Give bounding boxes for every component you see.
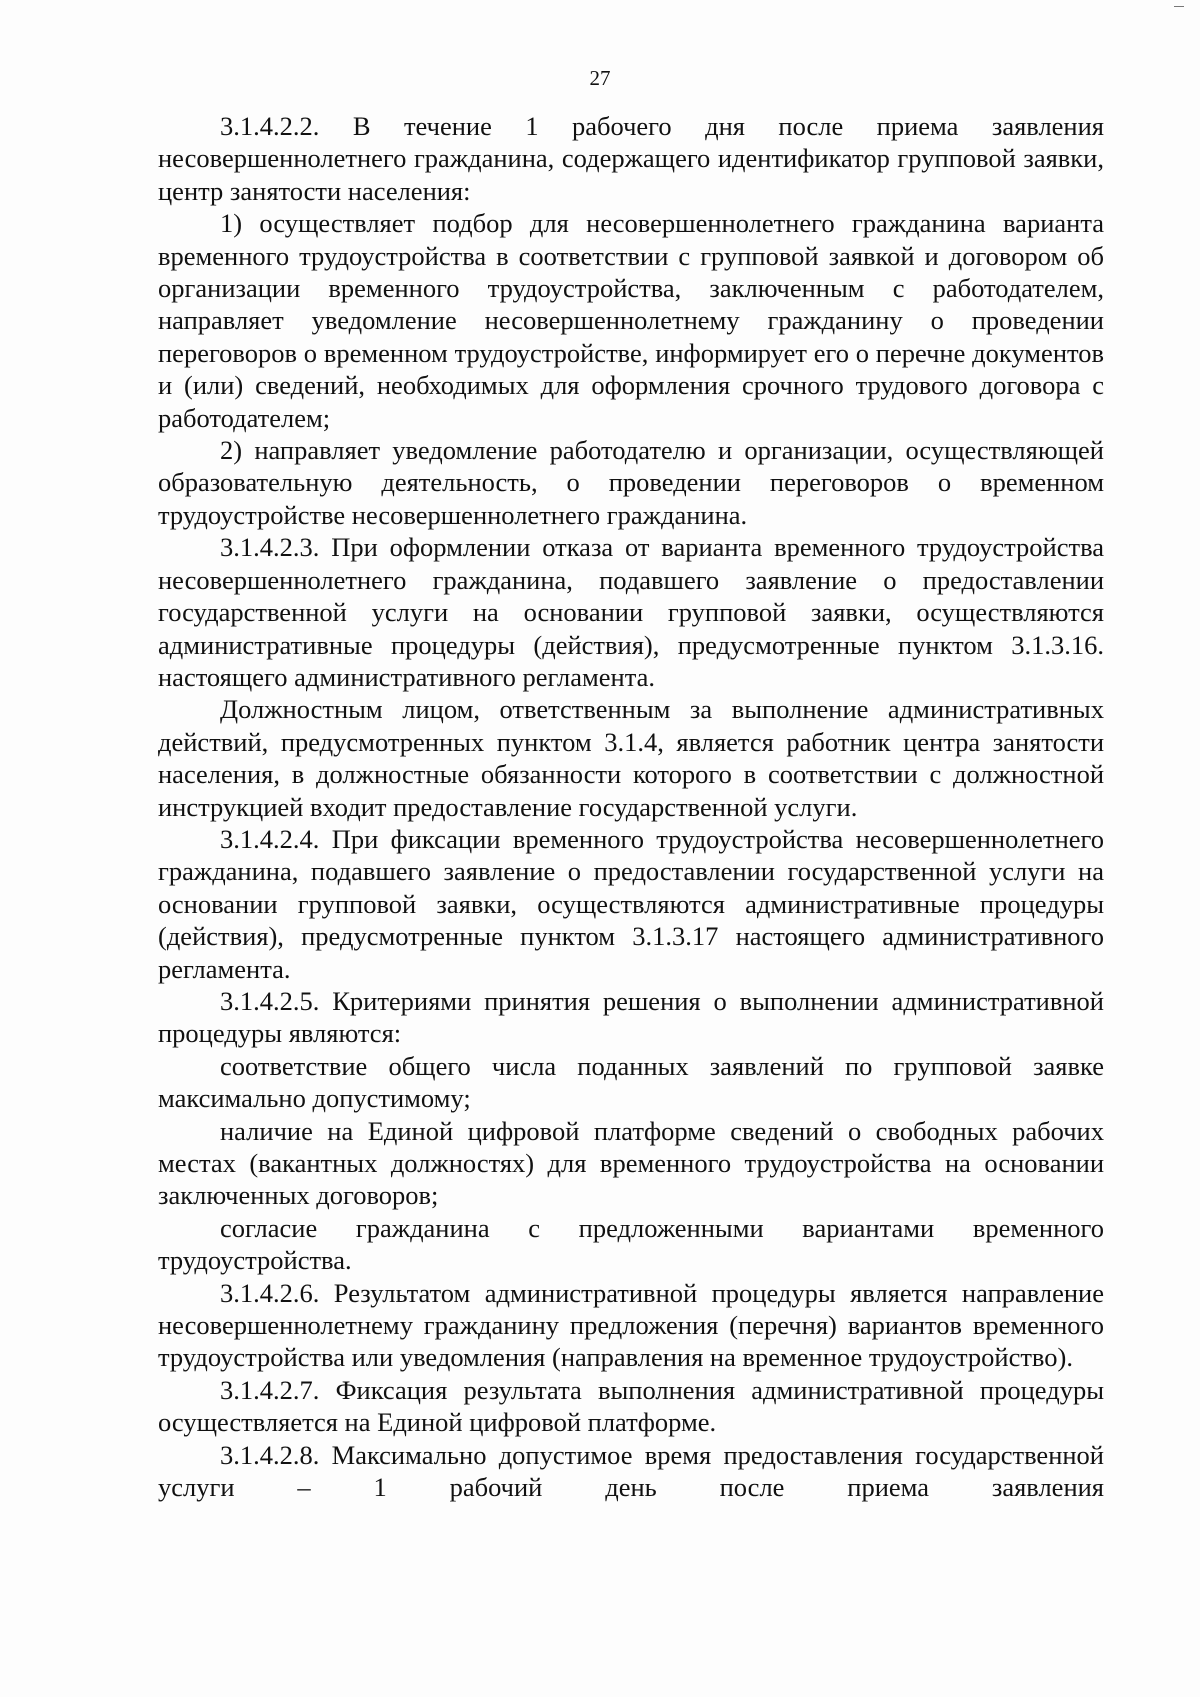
paragraph-criterion-3: согласие гражданина с предложенными вариантами временного трудоустройства. [158,1212,1104,1276]
paragraph-item-1: 1) осуществляет подбор для несовершеннолетнего гражданина варианта временного трудоустройства в соответствии с групповой заявкой и договором об организации временного трудоустройства, заключенным с работодателем, направляет уведомление несовершеннолетнему гражданину о проведении переговоров о временном трудоустройстве, информирует его о перечне документов и (или) сведений, необходимых для оформления срочного трудового договора с работодателем; [158,208,1104,433]
paragraph-3-1-4-2-8: 3.1.4.2.8. Максимально допустимое время предоставления государственной услуги – 1 рабочий день после приема заявления [158,1439,1104,1503]
paragraph-3-1-4-2-3: 3.1.4.2.3. При оформлении отказа от варианта временного трудоустройства несовершеннолетнего гражданина, подавшего заявление о предоставлении государственной услуги на основании групповой заявки, осуществляются административные процедуры (действия), предусмотренные пунктом 3.1.3.16. настоящего административного регламента. [158,532,1104,692]
paragraph-3-1-4-2-7: 3.1.4.2.7. Фиксация результата выполнения административной процедуры осуществляется на Единой цифровой платформе. [158,1374,1104,1438]
paragraph-3-1-4-2-2: 3.1.4.2.2. В течение 1 рабочего дня после приема заявления несовершеннолетнего гражданина, содержащего идентификатор групповой заявки, центр занятости населения: [158,111,1104,206]
paragraph-responsible-official: Должностным лицом, ответственным за выполнение административных действий, предусмотренных пунктом 3.1.4, является работник центра занятости населения, в должностные обязанности которого в соответствии с должностной инструкцией входит предоставление государственной услуги. [158,694,1104,822]
paragraph-criterion-1: соответствие общего числа поданных заявлений по групповой заявке максимально допустимому; [158,1050,1104,1114]
paragraph-3-1-4-2-4: 3.1.4.2.4. При фиксации временного трудоустройства несовершеннолетнего гражданина, подавшего заявление о предоставлении государственной услуги на основании групповой заявки, осуществляются административные процедуры (действия), предусмотренные пунктом 3.1.3.17 настоящего административного регламента. [158,823,1104,984]
scan-artifact-mark [1174,6,1184,7]
paragraph-3-1-4-2-6: 3.1.4.2.6. Результатом административной процедуры является направление несовершеннолетнему гражданину предложения (перечня) вариантов временного трудоустройства или уведомления (направления на временное трудоустройство). [158,1277,1104,1373]
paragraph-item-2: 2) направляет уведомление работодателю и организации, осуществляющей образовательную деятельность, о проведении переговоров о временном трудоустройстве несовершеннолетнего гражданина. [158,435,1104,530]
page-number: 27 [589,66,611,90]
document-body [158,110,1104,1503]
paragraph-criterion-2: наличие на Единой цифровой платформе сведений о свободных рабочих местах (вакантных должностях) для временного трудоустройства на основании заключенных договоров; [158,1115,1104,1211]
paragraph-3-1-4-2-5: 3.1.4.2.5. Критериями принятия решения о выполнении административной процедуры являются: [158,985,1104,1049]
